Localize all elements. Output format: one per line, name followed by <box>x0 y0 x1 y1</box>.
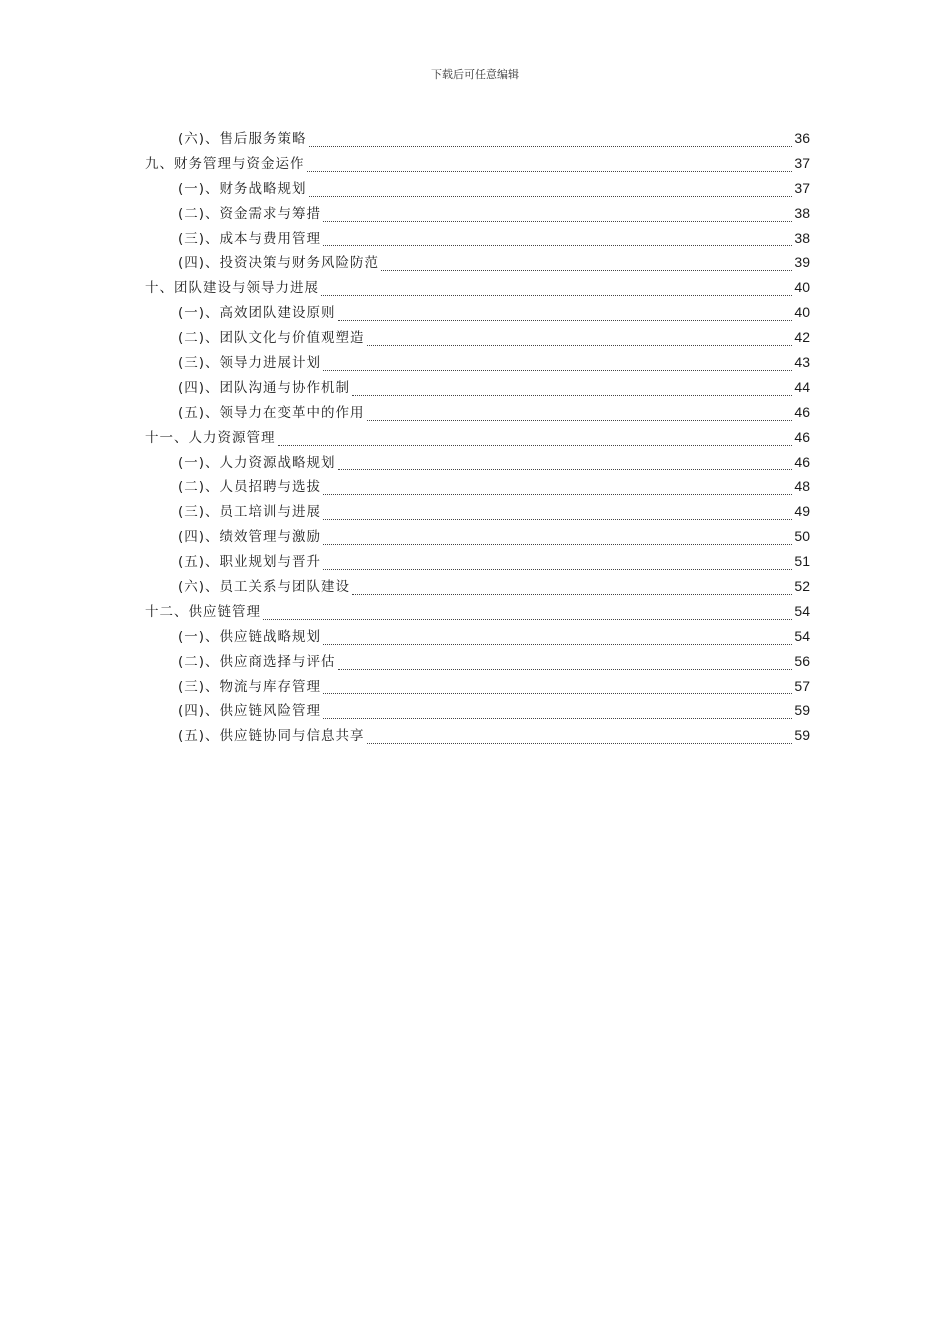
dot-leader <box>323 569 792 570</box>
toc-entry-page-number: 49 <box>794 503 810 520</box>
dot-leader <box>338 669 793 670</box>
toc-entry-page-number: 40 <box>794 279 810 296</box>
toc-entry-page-number: 37 <box>794 154 810 171</box>
dot-leader <box>323 221 792 222</box>
table-of-contents <box>145 126 810 748</box>
toc-entry-title: (三)、成本与费用管理 <box>178 230 322 247</box>
toc-entry[interactable] <box>145 350 810 375</box>
toc-entry[interactable] <box>145 624 810 649</box>
toc-entry[interactable] <box>145 176 810 201</box>
toc-entry-title: (二)、供应商选择与评估 <box>178 653 336 670</box>
dot-leader <box>338 320 793 321</box>
dot-leader <box>323 245 792 246</box>
toc-entry-title: (一)、财务战略规划 <box>178 180 307 197</box>
toc-entry-title: (五)、职业规划与晋升 <box>178 554 322 571</box>
toc-entry-page-number: 51 <box>794 553 810 570</box>
toc-entry-page-number: 39 <box>794 254 810 271</box>
toc-entry[interactable] <box>145 400 810 425</box>
toc-entry[interactable] <box>145 226 810 251</box>
toc-entry[interactable] <box>145 250 810 275</box>
toc-entry-title: (六)、售后服务策略 <box>178 131 307 147</box>
toc-entry[interactable] <box>145 325 810 350</box>
toc-entry-title: (三)、领导力进展计划 <box>178 355 322 372</box>
page-header: 下载后可任意编辑 <box>431 68 519 81</box>
toc-entry-page-number: 40 <box>794 304 810 321</box>
toc-entry[interactable] <box>145 674 810 699</box>
toc-entry[interactable] <box>145 723 810 748</box>
dot-leader <box>321 295 792 296</box>
dot-leader <box>352 594 792 595</box>
toc-entry[interactable] <box>145 126 810 151</box>
dot-leader <box>307 171 793 172</box>
toc-entry-title: 九、财务管理与资金运作 <box>145 155 305 172</box>
dot-leader <box>367 420 793 421</box>
toc-entry[interactable] <box>145 574 810 599</box>
toc-entry-page-number: 59 <box>794 702 810 719</box>
toc-entry-title: (一)、高效团队建设原则 <box>178 305 336 322</box>
toc-entry-page-number: 42 <box>794 329 810 346</box>
toc-entry[interactable] <box>145 425 810 450</box>
toc-entry-page-number: 52 <box>794 578 810 595</box>
dot-leader <box>367 345 793 346</box>
toc-entry-title: (四)、投资决策与财务风险防范 <box>178 255 380 272</box>
toc-entry-title: 十、团队建设与领导力进展 <box>145 280 319 297</box>
toc-entry[interactable] <box>145 151 810 176</box>
toc-entry-page-number: 38 <box>794 204 810 221</box>
toc-entry[interactable] <box>145 599 810 624</box>
toc-entry[interactable] <box>145 499 810 524</box>
toc-entry-page-number: 37 <box>794 179 810 196</box>
toc-entry[interactable] <box>145 201 810 226</box>
dot-leader <box>278 445 793 446</box>
toc-entry[interactable] <box>145 524 810 549</box>
toc-entry-page-number: 44 <box>794 378 810 395</box>
toc-entry-page-number: 36 <box>794 130 810 146</box>
dot-leader <box>323 519 792 520</box>
toc-entry-page-number: 56 <box>794 652 810 669</box>
toc-entry-page-number: 46 <box>794 403 810 420</box>
toc-entry[interactable] <box>145 698 810 723</box>
dot-leader <box>309 146 793 147</box>
toc-entry-title: (二)、人员招聘与选拔 <box>178 479 322 496</box>
toc-entry-title: (二)、团队文化与价值观塑造 <box>178 330 365 347</box>
dot-leader <box>367 743 793 744</box>
toc-entry-page-number: 59 <box>794 727 810 744</box>
toc-entry-page-number: 54 <box>794 627 810 644</box>
toc-entry[interactable] <box>145 300 810 325</box>
dot-leader <box>323 544 792 545</box>
toc-entry-page-number: 48 <box>794 478 810 495</box>
toc-entry-title: (一)、人力资源战略规划 <box>178 454 336 471</box>
toc-entry-page-number: 50 <box>794 528 810 545</box>
dot-leader <box>352 395 792 396</box>
toc-entry-page-number: 57 <box>794 677 810 694</box>
dot-leader <box>309 196 793 197</box>
toc-entry[interactable] <box>145 549 810 574</box>
toc-entry[interactable] <box>145 375 810 400</box>
toc-entry-page-number: 43 <box>794 354 810 371</box>
toc-entry[interactable] <box>145 649 810 674</box>
dot-leader <box>381 270 792 271</box>
toc-entry-page-number: 54 <box>794 602 810 619</box>
toc-entry-title: (三)、员工培训与进展 <box>178 504 322 521</box>
toc-entry-title: (四)、绩效管理与激励 <box>178 529 322 546</box>
toc-entry[interactable] <box>145 275 810 300</box>
dot-leader <box>323 718 792 719</box>
dot-leader <box>323 644 792 645</box>
toc-entry-title: 十一、人力资源管理 <box>145 429 276 446</box>
toc-entry-title: (三)、物流与库存管理 <box>178 678 322 695</box>
toc-entry-title: (六)、员工关系与团队建设 <box>178 579 351 596</box>
toc-entry[interactable] <box>145 474 810 499</box>
toc-entry-title: 十二、供应链管理 <box>145 603 261 620</box>
toc-entry-page-number: 46 <box>794 453 810 470</box>
toc-entry-page-number: 46 <box>794 428 810 445</box>
toc-entry-title: (四)、供应链风险管理 <box>178 703 322 720</box>
dot-leader <box>263 619 792 620</box>
toc-entry-title: (二)、资金需求与筹措 <box>178 205 322 222</box>
toc-entry-title: (四)、团队沟通与协作机制 <box>178 379 351 396</box>
toc-entry-title: (五)、领导力在变革中的作用 <box>178 404 365 421</box>
dot-leader <box>323 494 792 495</box>
toc-entry-title: (一)、供应链战略规划 <box>178 628 322 645</box>
toc-entry[interactable] <box>145 450 810 475</box>
dot-leader <box>323 370 792 371</box>
toc-entry-page-number: 38 <box>794 229 810 246</box>
dot-leader <box>338 469 793 470</box>
toc-entry-title: (五)、供应链协同与信息共享 <box>178 728 365 745</box>
dot-leader <box>323 693 792 694</box>
